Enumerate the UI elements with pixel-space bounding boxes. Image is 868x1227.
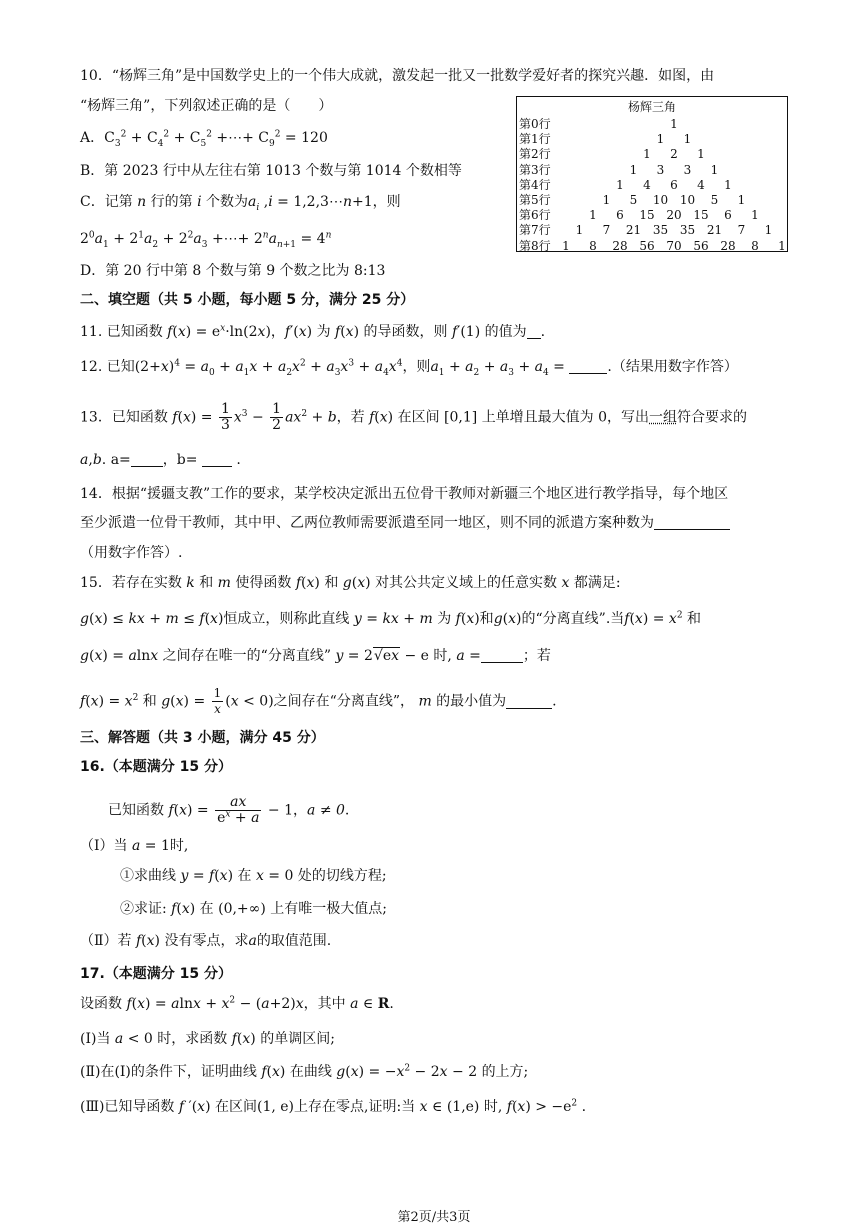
q10-option-c-formula: $2^0a_1 + 2^1a_2 + 2^2a_3$ +⋯+ $2^na_{n+1} = 4^n$ bbox=[80, 230, 332, 250]
triangle-number: 56 bbox=[693, 238, 709, 253]
triangle-row bbox=[519, 193, 785, 208]
q14-line3: （用数字作答）. bbox=[80, 545, 183, 561]
q16-part2: （Ⅱ）若 f(x) 没有零点，求a的取值范围. bbox=[80, 933, 332, 949]
triangle-number: 35 bbox=[679, 223, 696, 238]
triangle-number: 1 bbox=[764, 223, 773, 238]
q10-stem-line2: “杨辉三角”，下列叙述正确的是（ ） bbox=[80, 98, 333, 114]
q16-title: 16.（本题满分 15 分） bbox=[80, 759, 233, 775]
triangle-row-label: 第4行 bbox=[519, 177, 551, 192]
q15-line3: g(x) = alnx 之间存在唯一的“分离直线” y = 2√ex − e 时, a = ；若 bbox=[80, 648, 551, 664]
triangle-number: 1 bbox=[683, 132, 692, 147]
triangle-number: 5 bbox=[710, 193, 719, 207]
q11: 11. 已知函数 $f(x) = e^x\cdot\ln(2x)$，f′(x) 为 f(x) 的导函数，则 f′(1) 的值为 . bbox=[80, 323, 546, 340]
triangle-number: 1 bbox=[778, 238, 786, 253]
triangle-row bbox=[519, 132, 785, 147]
triangle-number: 15 bbox=[693, 208, 709, 223]
triangle-number: 21 bbox=[706, 223, 723, 238]
triangle-number: 4 bbox=[643, 177, 651, 192]
q17-part2: (Ⅱ)在(Ⅰ)的条件下，证明曲线 f(x) 在曲线 $g(x) = -x^2 - 2x - 2$ 的上方; bbox=[80, 1063, 529, 1080]
q13-line2: a,b. a= ，b= . bbox=[80, 452, 241, 468]
triangle-row-label: 第0行 bbox=[519, 117, 551, 131]
triangle-number: 1 bbox=[602, 193, 611, 207]
triangle-row bbox=[519, 178, 785, 193]
triangle-number: 7 bbox=[602, 223, 611, 238]
q13-line1: 13．已知函数 f(x) = $\frac{1}{3}$ $x^3$ − $\frac{1}{2}$ $ax^2 + b$，若 f(x) 在区间 [0,1] 上单增且最大值为 0，写出一组符合要求的 bbox=[80, 401, 748, 433]
q10-stem-line1: 10．“杨辉三角”是中国数学史上的一个伟大成就，激发起一批又一批数学爱好者的探究兴趣．如图，由 bbox=[80, 68, 715, 84]
triangle-title: 杨辉三角 bbox=[627, 100, 676, 114]
triangle-number: 8 bbox=[589, 238, 597, 253]
triangle-number: 5 bbox=[629, 193, 638, 207]
triangle-row bbox=[519, 147, 785, 162]
triangle-number: 6 bbox=[670, 177, 678, 192]
triangle-row-label: 第3行 bbox=[519, 162, 551, 177]
triangle-number: 1 bbox=[737, 193, 746, 207]
triangle-number: 35 bbox=[652, 223, 669, 238]
triangle-number: 15 bbox=[639, 208, 655, 223]
triangle-row-label: 第5行 bbox=[519, 193, 551, 207]
q15-line1: 15．若存在实数 k 和 m 使得函数 f(x) 和 g(x) 对其公共定义域上的任意实数 x 都满足: bbox=[80, 575, 621, 591]
triangle-number: 1 bbox=[575, 223, 584, 238]
triangle-row-label: 第2行 bbox=[519, 147, 551, 162]
q16-sub2: ②求证: f(x) 在 (0,+∞) 上有唯一极大值点; bbox=[120, 901, 387, 917]
triangle-number: 7 bbox=[737, 223, 746, 238]
triangle-number: 10 bbox=[652, 193, 669, 207]
q16-part1: （Ⅰ）当 a = 1时, bbox=[80, 838, 189, 854]
triangle-number: 20 bbox=[666, 208, 682, 223]
triangle-number: 3 bbox=[656, 162, 665, 177]
triangle-row bbox=[519, 223, 785, 238]
triangle-number: 1 bbox=[670, 117, 678, 131]
q15-line2: g(x) ≤ kx + m ≤ f(x)恒成立，则称此直线 y = kx + m 为 f(x)和g(x)的“分离直线”.当$f(x) = x^2$ 和 bbox=[80, 610, 702, 627]
triangle-number: 2 bbox=[670, 147, 678, 162]
q14-line2: 至少派遣一位骨干教师，其中甲、乙两位教师需要派遣至同一地区，则不同的派遣方案种数为 bbox=[80, 513, 730, 533]
triangle-number: 6 bbox=[616, 208, 624, 223]
triangle-number: 1 bbox=[710, 162, 719, 177]
triangle-number: 1 bbox=[629, 162, 638, 177]
q12: 12. 已知$(2+x)^4 = a_0 + a_1x + a_2x^2 + a_3x^3 + a_4x^4$，则$a_1 + a_2 + a_3 + a_4$ = .（结果用数字作答） bbox=[80, 358, 738, 378]
triangle-number: 70 bbox=[666, 238, 682, 253]
section2-heading: 二、填空题（共 5 小题，每小题 5 分，满分 25 分） bbox=[80, 292, 415, 308]
triangle-number: 4 bbox=[697, 177, 705, 192]
section3-heading: 三、解答题（共 3 小题，满分 45 分） bbox=[80, 730, 325, 746]
q10-option-c: C．记第 n 行的第 i 个数为$a_i$ ,i = 1,2,3⋯n+1，则 bbox=[80, 194, 401, 213]
q17-given: 设函数 $f(x) = alnx + x^2 - (a+2)x$，其中 a ∈ R. bbox=[80, 995, 394, 1012]
triangle-number: 10 bbox=[679, 193, 696, 207]
q16-given: 已知函数 f(x) = $\frac{ax}{e^x + a}$ − 1，a ≠ 0. bbox=[108, 794, 350, 826]
triangle-number: 1 bbox=[616, 177, 624, 192]
triangle-number: 1 bbox=[643, 147, 651, 162]
triangle-number: 1 bbox=[697, 147, 705, 162]
triangle-row bbox=[519, 163, 785, 178]
triangle-row-label: 第7行 bbox=[519, 223, 551, 238]
triangle-row bbox=[519, 208, 785, 223]
page-footer: 第2页/共3页 bbox=[397, 1210, 471, 1225]
triangle-row-label: 第1行 bbox=[519, 132, 551, 147]
triangle-number: 1 bbox=[656, 132, 665, 147]
q17-part3: (Ⅲ)已知导函数 f ′(x) 在区间(1, e)上存在零点,证明:当 x ∈ (1,e) 时, $f(x) > -e^2$ . bbox=[80, 1098, 587, 1115]
triangle-number: 1 bbox=[589, 208, 597, 223]
q10-option-a: A．$C_3^2 + C_4^2 + C_5^2$ +⋯+ $C_9^2 = 120$ bbox=[80, 129, 328, 149]
triangle-number: 8 bbox=[751, 238, 759, 253]
q17-part1: (Ⅰ)当 a < 0 时，求函数 f(x) 的单调区间; bbox=[80, 1031, 335, 1047]
triangle-row bbox=[519, 239, 785, 254]
triangle-number: 6 bbox=[724, 208, 732, 223]
triangle-row bbox=[519, 117, 785, 132]
triangle-number: 1 bbox=[562, 238, 570, 253]
q14-line1: 14．根据“援疆支教”工作的要求，某学校决定派出五位骨干教师对新疆三个地区进行教学指导，每个地区 bbox=[80, 486, 729, 502]
triangle-number: 1 bbox=[724, 177, 732, 192]
q16-sub1: ①求曲线 y = f(x) 在 x = 0 处的切线方程; bbox=[120, 868, 387, 884]
triangle-number: 28 bbox=[612, 238, 628, 253]
q10-option-d: D．第 20 行中第 8 个数与第 9 个数之比为 8:13 bbox=[80, 263, 386, 279]
triangle-number: 21 bbox=[625, 223, 642, 238]
q17-title: 17.（本题满分 15 分） bbox=[80, 966, 233, 982]
triangle-number: 1 bbox=[751, 208, 759, 223]
triangle-number: 28 bbox=[720, 238, 736, 253]
triangle-number: 56 bbox=[639, 238, 655, 253]
triangle-row-label: 第8行 bbox=[519, 238, 551, 253]
yanghui-triangle-figure bbox=[516, 96, 788, 252]
triangle-row-label: 第6行 bbox=[519, 208, 551, 223]
q10-option-b: B．第 2023 行中从左往右第 1013 个数与第 1014 个数相等 bbox=[80, 163, 462, 179]
q15-line4: $f(x) = x^2$ 和 g(x) = $\frac{1}{x}$ (x < 0)之间存在“分离直线”， m 的最小值为 . bbox=[80, 686, 557, 716]
triangle-number: 3 bbox=[683, 162, 692, 177]
